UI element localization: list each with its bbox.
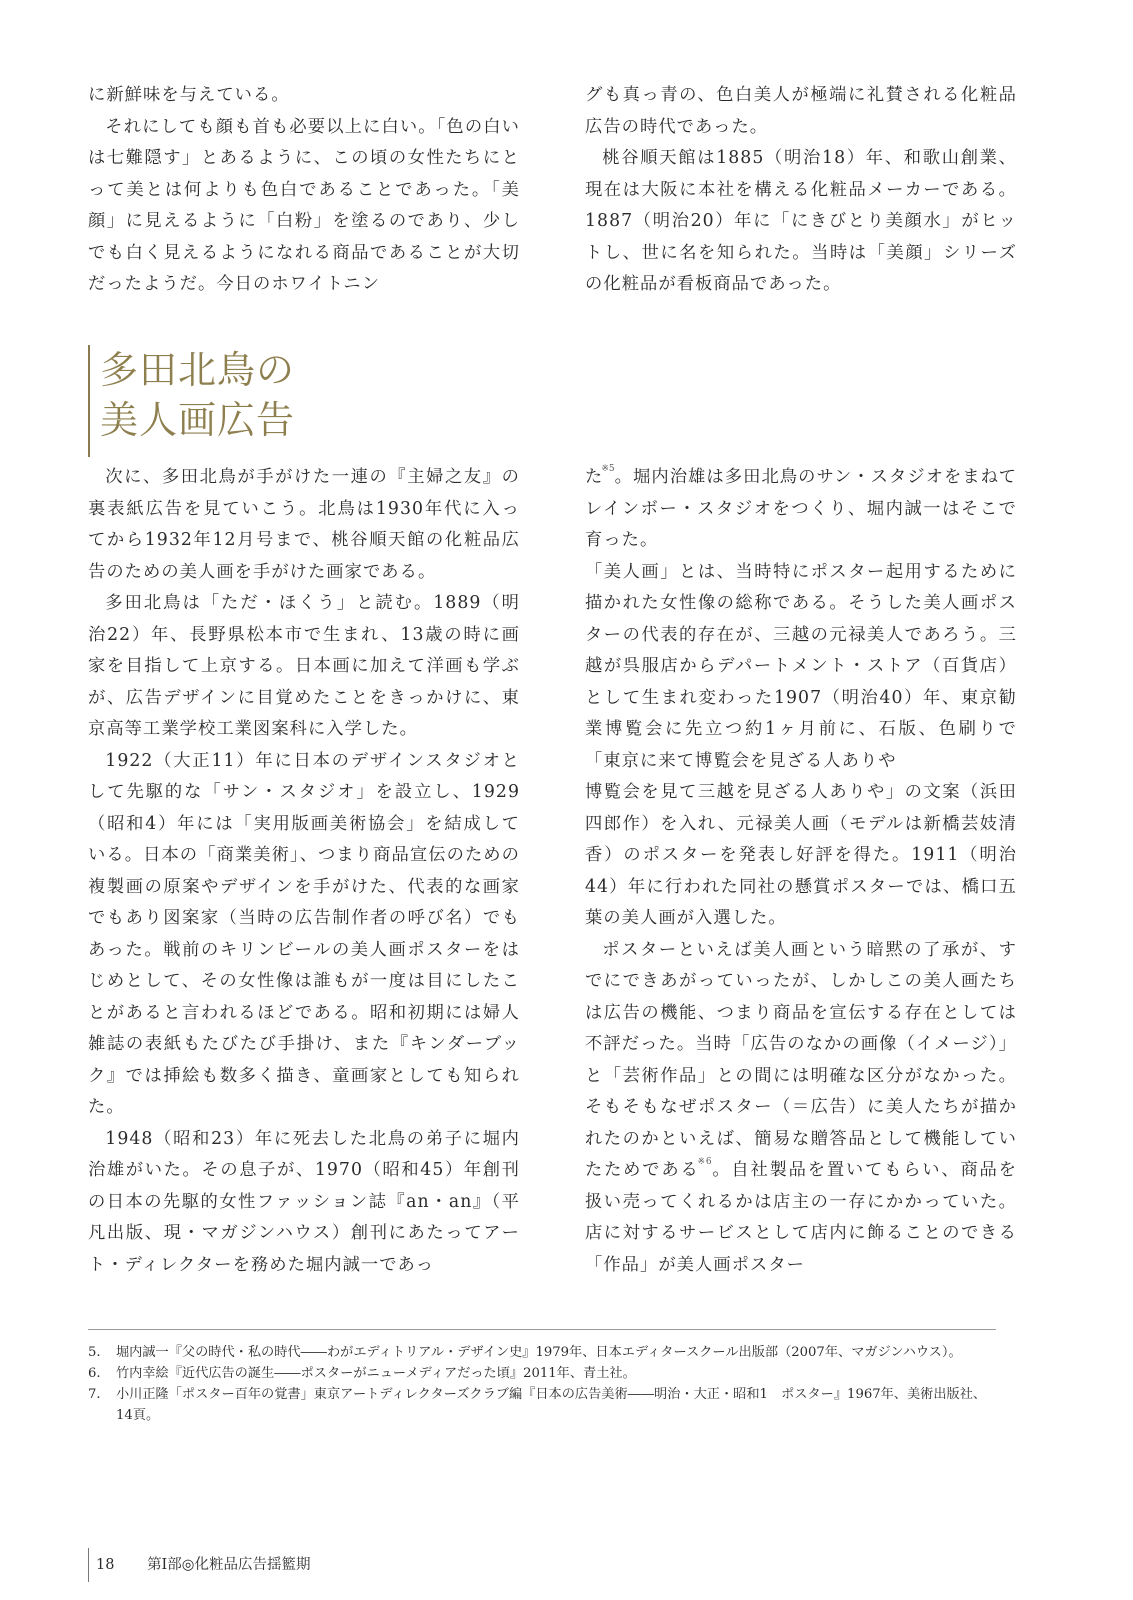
section-heading <box>88 345 488 457</box>
footnote-7 <box>88 1384 996 1426</box>
running-title: 第Ⅰ部◎化粧品広告揺籃期 <box>147 1557 311 1573</box>
footnote-5 <box>88 1342 996 1363</box>
paragraph: に新鮮味を与えている。 <box>88 85 290 105</box>
footnote-ref-5: ※5 <box>601 464 615 474</box>
top-right-column <box>585 80 1017 301</box>
page-number: 18 <box>96 1557 115 1573</box>
footnote-ref-6: ※6 <box>697 1157 712 1167</box>
paragraph: 次に、多田北鳥が手がけた一連の『主婦之友』の裏表紙広告を見ていこう。北鳥は1930年代に入ってから1932年12月号まで、桃谷順天館の化粧品広告のための美人画を手がけた画家である。 <box>88 467 520 582</box>
section-title-line-1: 多田北鳥の <box>100 348 296 392</box>
paragraph <box>585 557 1017 935</box>
footnote-text: 小川正隆「ポスター百年の覚書」東京アートディレクターズクラブ編『日本の広告美術――明治・大正・昭和1 ポスター』1967年、美術出版社、14頁。 <box>116 1387 987 1423</box>
body-left-column <box>88 462 520 1281</box>
top-left-column <box>88 80 520 301</box>
footnote-6 <box>88 1363 996 1384</box>
paragraph: 多田北鳥は「ただ・ほくう」と読む。1889（明治22）年、長野県松本市で生まれ、13歳の時に画家を目指して上京する。日本画に加えて洋画も学ぶが、広告デザインに目覚めたことをきっかけに、東京高等工業学校工業図案科に入学した。 <box>88 593 520 739</box>
paragraph <box>585 462 1017 557</box>
paragraph: それにしても顔も首も必要以上に白い。「色の白いは七難隠す」とあるように、この頃の女性たちにとって美とは何よりも色白であることであった。「美顔」に見えるように「白粉」を塗るのであり、少しでも白く見えるようになれる商品であることが大切だったようだ。今日のホワイトニン <box>88 116 520 294</box>
footnote-number: 6. <box>88 1366 101 1381</box>
footnote-text: 堀内誠一『父の時代・私の時代――わがエディトリアル・デザイン史』1979年、日本エディタースクール出版部（2007年、マガジンハウス）。 <box>116 1345 962 1360</box>
section-title-line-2: 美人画広告 <box>100 398 296 442</box>
footnote-number: 7. <box>88 1387 101 1402</box>
paragraph: 桃谷順天館は1885（明治18）年、和歌山創業、現在は大阪に本社を構える化粧品メーカーである。1887（明治20）年に「にきびとり美顔水」がヒットし、世に名を知られた。当時は「美顔」シリーズの化粧品が看板商品であった。 <box>585 148 1017 294</box>
footnote-number: 5. <box>88 1345 101 1360</box>
paragraph: 1948（昭和23）年に死去した北鳥の弟子に堀内治雄がいた。その息子が、1970（昭和45）年創刊の日本の先駆的女性ファッション誌『an・an』（平凡出版、現・マガジンハウス）創刊にあたってアート・ディレクターを務めた堀内誠一であっ <box>88 1128 520 1275</box>
footnote-divider <box>88 1329 996 1330</box>
text-span: た <box>585 467 604 487</box>
text-span: 。自社製品を置いてもらい、商品を扱い売ってくれるかは店主の一存にかかっていた。店に対するサービスとして店内に飾ることのできる「作品」が美人画ポスター <box>585 1160 1017 1275</box>
paragraph: グも真っ青の、色白美人が極端に礼賛される化粧品広告の時代であった。 <box>585 85 1017 137</box>
text-span: ポスターといえば美人画という暗黙の了承が、すでにできあがっていったが、しかしこの美人画たちは広告の機能、つまり商品を宣伝する存在としては不評だった。当時「広告のなかの画像（イメージ）」と「芸術作品」との間には明確な区分がなかった。そもそもなぜポスター（＝広告）に美人たちが描かれたのかといえば、簡易な贈答品として機能していたためである <box>585 939 1017 1180</box>
page-footer <box>88 1548 310 1582</box>
body-right-column <box>585 462 1017 1281</box>
text-span: 博覧会を見て三越を見ざる人ありや」の文案（浜田四郎作）を入れ、元禄美人画（モデルは新橋芸妓清香）のポスターを発表し好評を得た。1911（明治44）年に行われた同社の懸賞ポスターでは、橋口五葉の美人画が入選した。 <box>585 782 1017 928</box>
footnote-text: 竹内幸絵『近代広告の誕生――ポスターがニューメディアだった頃』2011年、青土社。 <box>116 1366 636 1381</box>
text-span: 。堀内治雄は多田北鳥のサン・スタジオをまねてレインボー・スタジオをつくり、堀内誠一はそこで育った。 <box>585 467 1017 550</box>
paragraph <box>585 935 1017 1282</box>
footnotes <box>88 1342 996 1426</box>
paragraph: 1922（大正11）年に日本のデザインスタジオとして先駆的な「サン・スタジオ」を設立し、1929（昭和4）年には「実用版画美術協会」を結成している。日本の「商業美術」、つまり商品宣伝のための複製画の原案やデザインを手がけた、代表的な画家でもあり図案家（当時の広告制作者の呼び名）でもあった。戦前のキリンビールの美人画ポスターをはじめとして、その女性像は誰もが一度は目にしたことがあると言われるほどである。昭和初期には婦人雑誌の表紙もたびたび手掛け、また『キンダーブック』では挿絵も数多く描き、童画家としても知られた。 <box>88 750 520 1117</box>
text-span: 「美人画」とは、当時特にポスター起用するために描かれた女性像の総称である。そうした美人画ポスターの代表的存在が、三越の元禄美人であろう。三越が呉服店からデパートメント・ストア（百貨店）として生まれ変わった1907（明治40）年、東京勧業博覧会に先立つ約1ヶ月前に、石版、色刷りで「東京に来て博覧会を見ざる人ありや <box>585 561 1017 771</box>
